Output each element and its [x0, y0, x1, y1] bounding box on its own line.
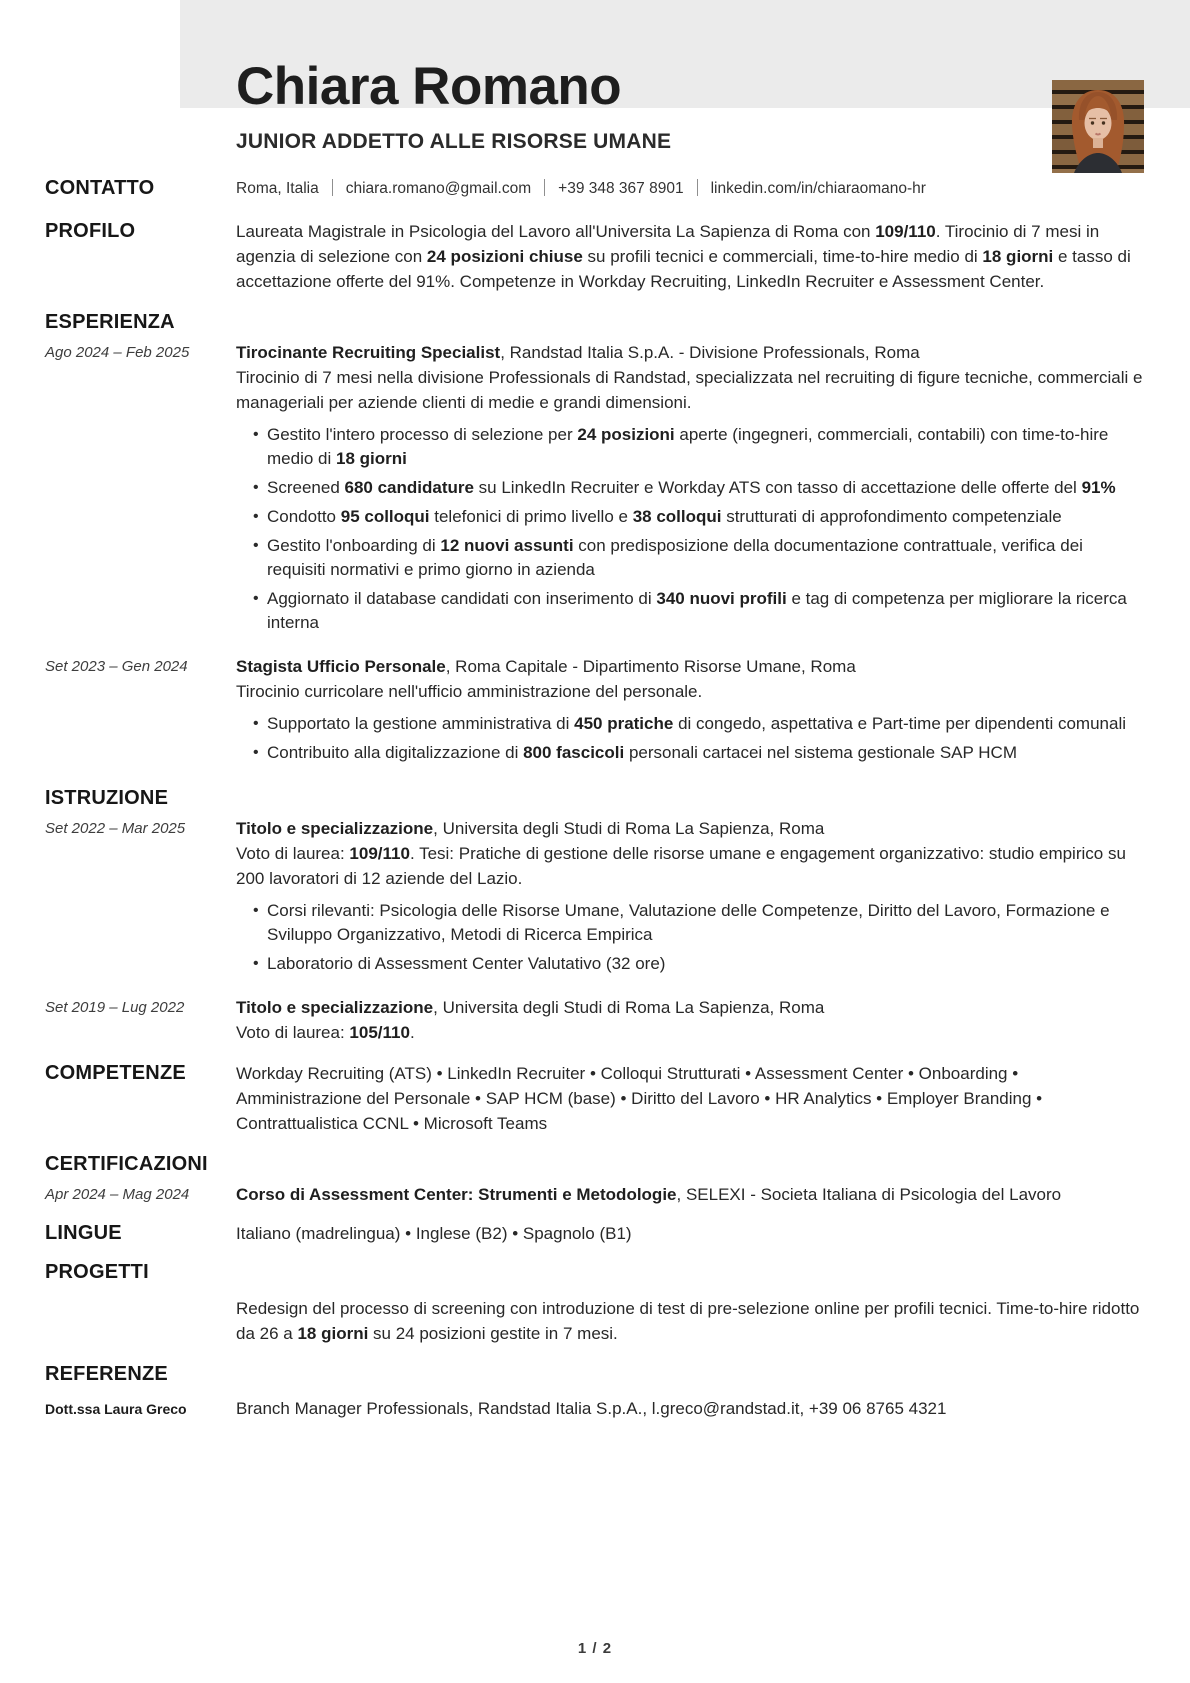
education-2-detail: Voto di laurea: 105/110. [236, 1023, 415, 1042]
section-label-progetti: PROGETTI [45, 1261, 149, 1283]
section-certificazioni-header [45, 1152, 1145, 1176]
contact-separator [697, 179, 698, 196]
bullet-item: • Gestito l'onboarding di 12 nuovi assunti con predisposizione della documentazione contrattuale, verifica dei requisiti normativi e primo giorno in azienda [267, 534, 1145, 582]
section-label-profilo: PROFILO [45, 220, 136, 242]
education-2-date: Set 2019 – Lug 2022 [45, 999, 185, 1016]
experience-2-content [236, 654, 1145, 770]
experience-1-title: Tirocinante Recruiting Specialist, Randstad Italia S.p.A. - Divisione Professionals, Roma [236, 343, 920, 362]
education-1-bullets [236, 899, 1145, 976]
education-2-title: Titolo e specializzazione, Universita degli Studi di Roma La Sapienza, Roma [236, 998, 825, 1017]
bullet-item: • Contribuito alla digitalizzazione di 800 fascicoli personali cartacei nel sistema gestionale SAP HCM [267, 741, 1145, 765]
project-entry-1 [45, 1296, 1145, 1346]
certification-entry-1 [45, 1182, 1145, 1207]
page-number: 1 / 2 [577, 1640, 613, 1657]
contact-location: Roma, Italia [236, 180, 319, 197]
contact-email: chiara.romano@gmail.com [345, 180, 532, 197]
project-1-description: Redesign del processo di screening con introduzione di test di pre-selezione online per profili tecnici. Time-to-hire ridotto da 26 a 18 giorni su 24 posizioni gestite in 7 mesi. [236, 1299, 1140, 1343]
resume-body [0, 176, 1190, 1421]
profile-summary: Laureata Magistrale in Psicologia del Lavoro all'Universita La Sapienza di Roma con 109/110. Tirocinio di 7 mesi in agenzia di selezione con 24 posizioni chiuse su profili tecnici e commerciali, time-to-hire medio di 18 giorni e tasso di accettazione offerte del 91%. Competenze in Workday Recruiting, LinkedIn Recruiter e Assessment Center. [236, 222, 1131, 291]
section-label-lingue: LINGUE [45, 1222, 122, 1244]
education-2-content [236, 995, 1145, 1045]
experience-1-date: Ago 2024 – Feb 2025 [45, 344, 190, 361]
experience-2-date: Set 2023 – Gen 2024 [45, 658, 188, 675]
bullet-item: • Gestito l'intero processo di selezione per 24 posizioni aperte (ingegneri, commerciali, contabili) con time-to-hire medio di 18 giorni [267, 423, 1145, 471]
section-label-referenze: REFERENZE [45, 1363, 168, 1385]
bullet-item: • Supportato la gestione amministrativa di 450 pratiche di congedo, aspettativa e Part-time per dipendenti comunali [267, 712, 1145, 736]
section-label-esperienza: ESPERIENZA [45, 311, 175, 333]
section-label-istruzione: ISTRUZIONE [45, 787, 169, 809]
section-lingue [45, 1221, 1145, 1246]
section-competenze [45, 1061, 1145, 1136]
contact-separator [544, 179, 545, 196]
section-profilo [45, 219, 1145, 294]
contact-separator [332, 179, 333, 196]
experience-1-bullets [236, 423, 1145, 635]
experience-2-bullets [236, 712, 1145, 765]
skills-list: Workday Recruiting (ATS) • LinkedIn Recruiter • Colloqui Strutturati • Assessment Center • Onboarding • Amministrazione del Personale • SAP HCM (base) • Diritto del Lavoro • HR Analytics • Employer Branding • Contrattualistica CCNL • Microsoft Teams [236, 1064, 1043, 1133]
experience-1-content [236, 340, 1145, 640]
section-label-certificazioni: CERTIFICAZIONI [45, 1153, 208, 1175]
contact-line [236, 176, 1145, 201]
reference-entry-1 [45, 1396, 1145, 1421]
experience-entry-2 [45, 654, 1145, 770]
bullet-item: • Screened 680 candidature su LinkedIn Recruiter e Workday ATS con tasso di accettazione delle offerte del 91% [267, 476, 1145, 500]
section-label-contatto: CONTATTO [45, 177, 155, 199]
contact-phone: +39 348 367 8901 [558, 180, 684, 197]
education-1-detail: Voto di laurea: 109/110. Tesi: Pratiche di gestione delle risorse umane e engagement organizzativo: studio empirico su 200 lavoratori di 12 aziende del Lazio. [236, 844, 1126, 888]
education-1-content [236, 816, 1145, 981]
education-entry-1 [45, 816, 1145, 981]
section-contatto [45, 176, 1145, 201]
bullet-item: • Laboratorio di Assessment Center Valutativo (32 ore) [267, 952, 1145, 976]
experience-1-summary: Tirocinio di 7 mesi nella divisione Professionals di Randstad, specializzata nel recruiting di figure tecniche, commerciali e manageriali per aziende clienti di medie e grandi dimensioni. [236, 368, 1143, 412]
reference-1-detail: Branch Manager Professionals, Randstad Italia S.p.A., l.greco@randstad.it, +39 06 8765 4321 [236, 1399, 947, 1418]
education-1-title: Titolo e specializzazione, Universita degli Studi di Roma La Sapienza, Roma [236, 819, 825, 838]
section-referenze-header [45, 1362, 1145, 1386]
bullet-item: • Corsi rilevanti: Psicologia delle Risorse Umane, Valutazione delle Competenze, Diritto del Lavoro, Formazione e Sviluppo Organizzativo, Metodi di Ricerca Empirica [267, 899, 1145, 947]
section-esperienza-header [45, 310, 1145, 334]
languages-list: Italiano (madrelingua) • Inglese (B2) • Spagnolo (B1) [236, 1224, 632, 1243]
bullet-item: • Condotto 95 colloqui telefonici di primo livello e 38 colloqui strutturati di approfondimento competenziale [267, 505, 1145, 529]
certification-1-date: Apr 2024 – Mag 2024 [45, 1186, 190, 1203]
experience-2-summary: Tirocinio curricolare nell'ufficio amministrazione del personale. [236, 682, 703, 701]
job-title: JUNIOR ADDETTO ALLE RISORSE UMANE [236, 130, 672, 153]
section-progetti-header [45, 1260, 1145, 1284]
resume-header [0, 0, 1190, 154]
reference-1-name: Dott.ssa Laura Greco [45, 1401, 187, 1417]
experience-2-title: Stagista Ufficio Personale, Roma Capitale - Dipartimento Risorse Umane, Roma [236, 657, 856, 676]
education-entry-2 [45, 995, 1145, 1045]
experience-entry-1 [45, 340, 1145, 640]
section-label-competenze: COMPETENZE [45, 1062, 186, 1084]
education-1-date: Set 2022 – Mar 2025 [45, 820, 186, 837]
contact-linkedin: linkedin.com/in/chiaraomano-hr [710, 180, 926, 197]
person-name: Chiara Romano [236, 57, 622, 116]
bullet-item: • Aggiornato il database candidati con inserimento di 340 nuovi profili e tag di competenza per migliorare la ricerca interna [267, 587, 1145, 635]
certification-1-title: Corso di Assessment Center: Strumenti e Metodologie, SELEXI - Societa Italiana di Psicologia del Lavoro [236, 1185, 1062, 1204]
section-istruzione-header [45, 786, 1145, 810]
